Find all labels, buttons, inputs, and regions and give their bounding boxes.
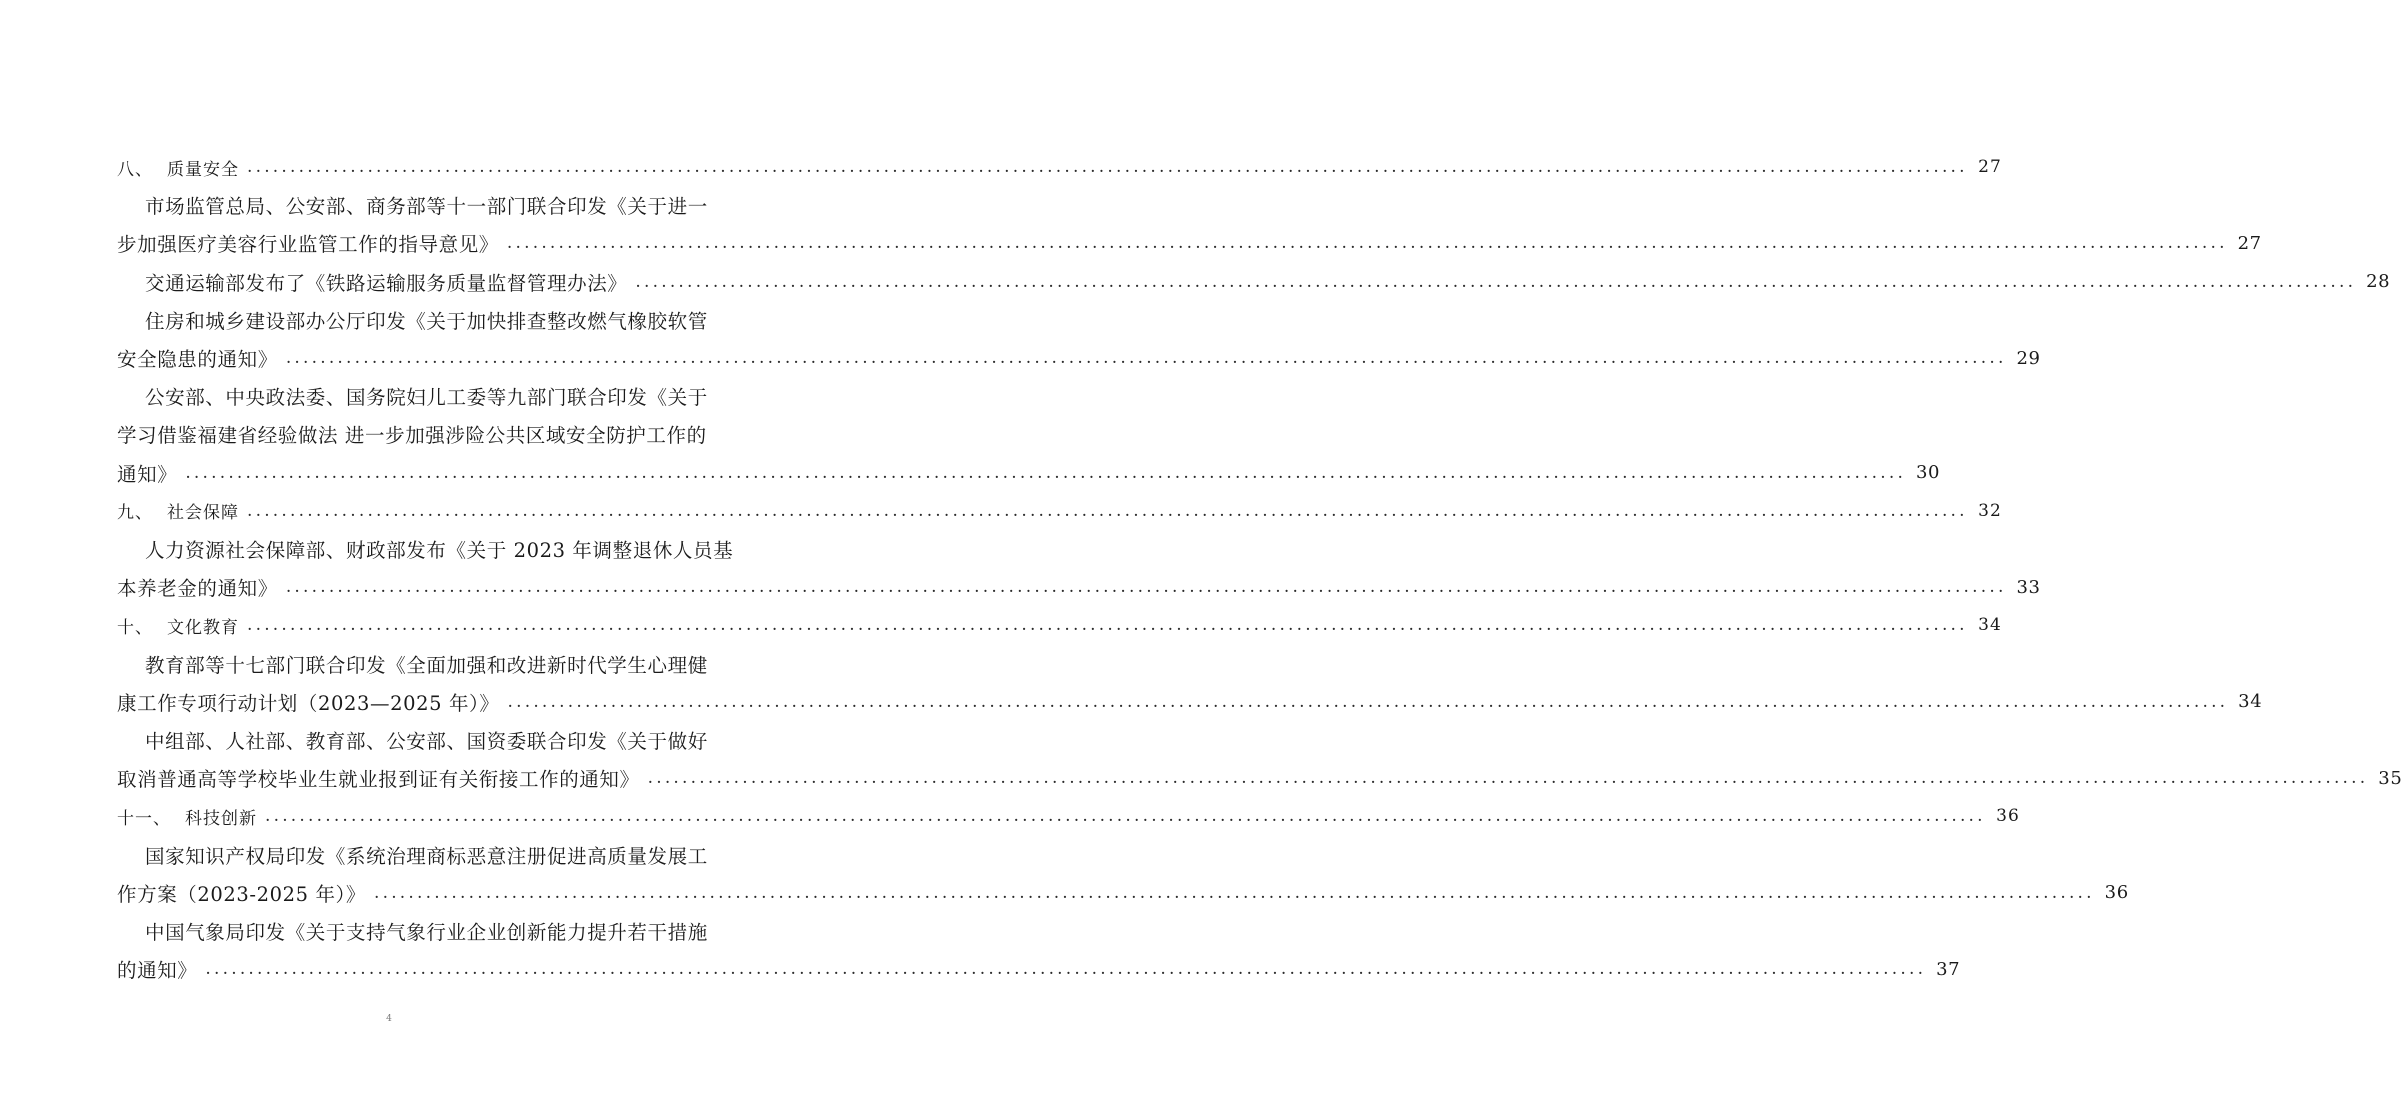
item-title-text: 康工作专项行动计划（2023—2025 年）》 bbox=[117, 691, 500, 715]
item-title-text: 住房和城乡建设部办公厅印发《关于加快排查整改燃气橡胶软管 bbox=[145, 309, 708, 333]
section-title: 科技创新 bbox=[185, 808, 257, 829]
dot-leader: ........................................................................................................................................................................................................ bbox=[247, 157, 1968, 177]
page-number: 27 bbox=[1978, 157, 2002, 177]
page-number: 28 bbox=[2366, 271, 2391, 293]
toc-section-entry[interactable] bbox=[0, 148, 2002, 186]
item-title-text: 市场监管总局、公安部、商务部等十一部门联合印发《关于进一 bbox=[145, 195, 708, 219]
item-title-text: 中国气象局印发《关于支持气象行业企业创新能力提升若干措施 bbox=[145, 921, 708, 944]
toc-item-line[interactable] bbox=[0, 568, 2041, 606]
dot-leader: ........................................................................................................................................................................................................ bbox=[265, 806, 1986, 827]
item-title-text: 安全隐患的通知》 bbox=[117, 348, 278, 371]
item-title-text: 中组部、人社部、教育部、公安部、国资委联合印发《关于做好 bbox=[145, 730, 708, 753]
dot-leader: ........................................................................................................................................................................................................ bbox=[247, 500, 1968, 521]
toc-item-line[interactable] bbox=[0, 645, 923, 683]
dot-leader: ........................................................................................................................................................................................................ bbox=[647, 768, 2369, 789]
item-title-text: 的通知》 bbox=[117, 959, 198, 983]
section-number: 八、 bbox=[117, 159, 153, 180]
page-number: 36 bbox=[1996, 806, 2020, 827]
dot-leader: ........................................................................................................................................................................................................ bbox=[507, 691, 2229, 712]
toc-item-line[interactable] bbox=[0, 721, 923, 759]
section-title: 社会保障 bbox=[167, 503, 239, 524]
page-number: 29 bbox=[2016, 347, 2041, 369]
toc-item-line[interactable] bbox=[0, 912, 923, 950]
page-number: 37 bbox=[1936, 958, 1961, 980]
dot-leader: ........................................................................................................................................................................................................ bbox=[635, 271, 2357, 292]
toc-item-line[interactable] bbox=[0, 950, 1961, 988]
item-title-text: 步加强医疗美容行业监管工作的指导意见》 bbox=[117, 233, 499, 257]
toc-item-line[interactable] bbox=[0, 683, 2263, 721]
dot-leader: ........................................................................................................................................................................................................ bbox=[247, 615, 1968, 636]
page-number: 36 bbox=[2104, 882, 2129, 904]
toc-item-line[interactable] bbox=[0, 224, 2262, 262]
page-number: 32 bbox=[1978, 500, 2002, 521]
section-number: 十、 bbox=[117, 617, 153, 638]
item-title-text: 公安部、中央政法委、国务院妇儿工委等九部门联合印发《关于 bbox=[145, 386, 708, 410]
page-number: 33 bbox=[2016, 576, 2041, 598]
item-title-text: 本养老金的通知》 bbox=[117, 577, 278, 601]
toc-item-line[interactable] bbox=[0, 530, 923, 568]
dot-leader: ........................................................................................................................................................................................................ bbox=[185, 462, 1907, 483]
item-title-text: 作方案（2023-2025 年）》 bbox=[117, 882, 366, 906]
section-number: 九、 bbox=[117, 503, 153, 524]
section-number: 十一、 bbox=[117, 808, 171, 829]
section-title: 文化教育 bbox=[167, 617, 239, 638]
item-title-text: 取消普通高等学校毕业生就业报到证有关衔接工作的通知》 bbox=[117, 768, 640, 792]
page-number-mark: 4 bbox=[386, 1014, 392, 1024]
toc-item-line[interactable] bbox=[0, 339, 2041, 377]
item-title-text: 人力资源社会保障部、财政部发布《关于 2023 年调整退休人员基 bbox=[145, 539, 734, 562]
toc-item-line[interactable] bbox=[0, 186, 923, 224]
page-number: 27 bbox=[2237, 232, 2262, 254]
item-title-text: 通知》 bbox=[117, 462, 178, 486]
item-title-text: 国家知识产权局印发《系统治理商标恶意注册促进高质量发展工 bbox=[145, 844, 708, 868]
dot-leader: ........................................................................................................................................................................................................ bbox=[285, 577, 2007, 598]
page-number: 34 bbox=[2238, 691, 2263, 713]
toc-item-line[interactable] bbox=[0, 263, 2391, 301]
section-title: 质量安全 bbox=[167, 159, 239, 180]
toc-section-entry[interactable] bbox=[0, 492, 2002, 530]
item-title-text: 交通运输部发布了《铁路运输服务质量监督管理办法》 bbox=[145, 271, 628, 295]
page-number: 35 bbox=[2378, 767, 2402, 789]
page-number: 30 bbox=[1915, 462, 1941, 484]
toc-item-line[interactable] bbox=[0, 301, 923, 339]
toc-section-entry[interactable] bbox=[0, 606, 2002, 644]
dot-leader: ........................................................................................................................................................................................................ bbox=[506, 233, 2228, 254]
dot-leader: ........................................................................................................................................................................................................ bbox=[374, 882, 2095, 903]
dot-leader: ........................................................................................................................................................................................................ bbox=[205, 959, 1927, 980]
toc-item-line[interactable] bbox=[0, 759, 2402, 797]
toc-section-entry[interactable] bbox=[0, 797, 2020, 835]
toc-item-line[interactable] bbox=[0, 415, 895, 453]
toc-item-line[interactable] bbox=[0, 836, 923, 874]
dot-leader: ........................................................................................................................................................................................................ bbox=[285, 348, 2007, 368]
toc-item-line[interactable] bbox=[0, 874, 2129, 912]
item-title-text: 教育部等十七部门联合印发《全面加强和改进新时代学生心理健 bbox=[145, 653, 708, 677]
toc-item-line[interactable] bbox=[0, 454, 1941, 492]
item-title-text: 学习借鉴福建省经验做法 进一步加强涉险公共区域安全防护工作的 bbox=[117, 424, 707, 448]
page-number: 34 bbox=[1978, 615, 2002, 636]
toc-item-line[interactable] bbox=[0, 377, 923, 415]
